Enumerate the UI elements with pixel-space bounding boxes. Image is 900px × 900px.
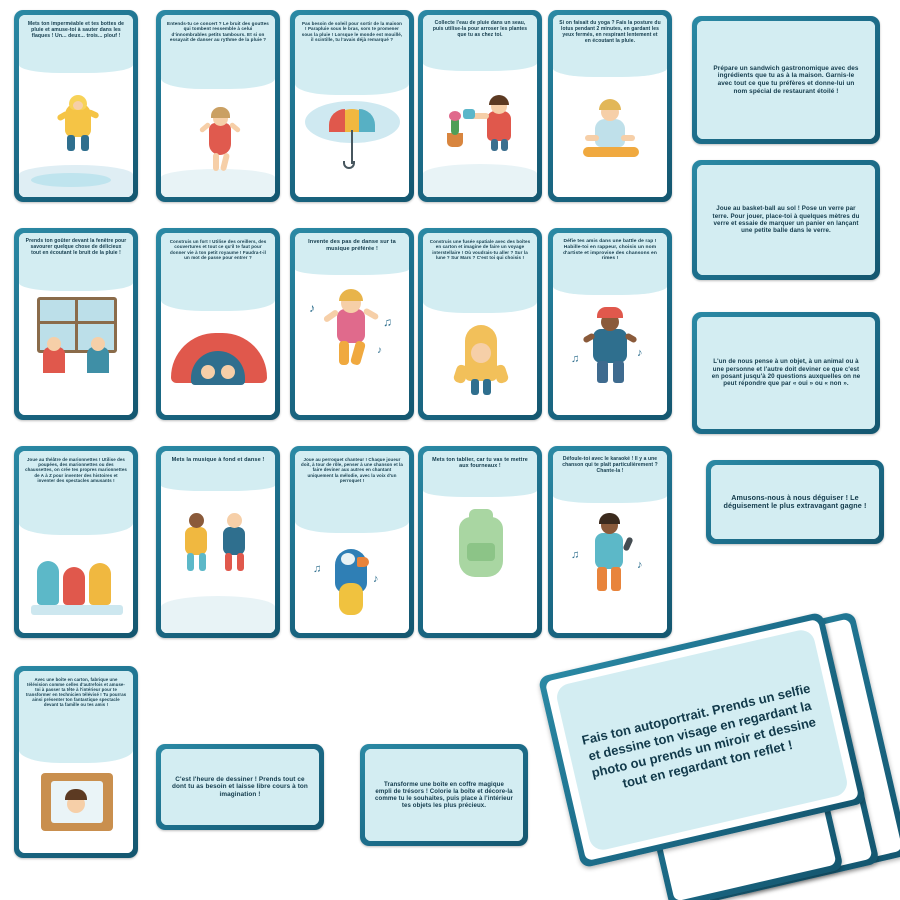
card-text: Mets ton imperméable et tes bottes de pluie et amuse-toi à sauter dans les flaques ! Un... deux... trois... plouf ! [19, 15, 133, 73]
card-inner [19, 671, 133, 853]
card-c13[interactable] [14, 446, 138, 638]
card-inner [697, 21, 875, 139]
card-c21[interactable] [156, 744, 324, 830]
card-inner [295, 451, 409, 633]
card-text: Joue au perroquet chanteur ! Chaque joueur doit, à tour de rôle, penser à une chanson et la faire deviner aux autres en chantant uniquement la mélodie, avec la voix d'un perroquet ! [295, 451, 409, 533]
card-inner [161, 15, 275, 197]
card-text: Transforme une boîte en coffre magique empli de trésors ! Colorie la boîte et décore-la comme tu le souhaites, puis place à l'intérieur tes objets les plus précieux. [365, 749, 523, 841]
card-text: Mets ton tablier, car tu vas te mettre aux fourneaux ! [423, 451, 537, 497]
card-c15[interactable] [290, 446, 414, 638]
card-c20[interactable] [14, 666, 138, 858]
card-inner [365, 749, 523, 841]
card-text: Entends-tu ce concert ? Le bruit des gouttes qui tombent ressemble à celui d'innombrables petits tambours. Et si on essayait de danser au rythme de la pluie ? [161, 15, 275, 89]
card-text: C'est l'heure de dessiner ! Prends tout ce dont tu as besoin et laisse libre cours à ton imagination ! [161, 749, 319, 825]
card-text: Construis un fort ! Utilise des oreillers, des couvertures et tout ce qu'il te faut pour donner vie à ton petit royaume ! Faudra-t-il un mot de passe pour entrer ? [161, 233, 275, 311]
card-illustration [423, 497, 537, 633]
card-inner [161, 749, 319, 825]
card-inner [423, 233, 537, 415]
card-c8[interactable] [156, 228, 280, 420]
card-illustration [19, 535, 133, 633]
card-illustration [423, 313, 537, 415]
card-text: Joue au théâtre de marionnettes ! Utilise des poupées, des marionnettes ou des chaussettes, on crée tes propres marionnettes de A à Z pour inventer des histoires et inventer des spectacles amusants ! [19, 451, 133, 535]
card-inner [553, 451, 667, 633]
card-illustration [553, 77, 667, 197]
card-text: Joue au basket-ball au sol ! Pose un verre par terre. Pour jouer, place-toi à quelques mètres du verre et essaie de marquer un panier en lançant une petite balle dans le verre. [697, 165, 875, 275]
card-c16[interactable] [418, 446, 542, 638]
card-text: Amusons-nous à nous déguiser ! Le déguisement le plus extravagant gagne ! [711, 465, 879, 539]
card-c17[interactable] [548, 446, 672, 638]
card-inner [161, 451, 275, 633]
card-inner [19, 451, 133, 633]
card-text: Invente des pas de danse sur ta musique préférée ! [295, 233, 409, 275]
card-c3[interactable] [290, 10, 414, 202]
stack-card-text: Fais ton autoportrait. Prends un selfie et dessine ton visage en regardant la photo ou prends un miroir et dessine tout en regardant ton reflet ! [555, 628, 850, 852]
card-c6[interactable] [692, 16, 880, 144]
card-inner [553, 15, 667, 197]
card-inner [19, 15, 133, 197]
card-inner [711, 465, 879, 539]
card-inner [553, 233, 667, 415]
card-text: Mets la musique à fond et danse ! [161, 451, 275, 491]
card-text: Si on faisait du yoga ? Fais la posture du lotus pendant 2 minutes, en gardant les yeux fermés, en respirant lentement et en écoutant la pluie. [553, 15, 667, 77]
card-inner [423, 15, 537, 197]
card-c11[interactable] [548, 228, 672, 420]
card-inner [697, 165, 875, 275]
card-text: Construis une fusée spatiale avec des boîtes en carton et imagine de faire un voyage interstellaire ! Où voudrais-tu aller ? Sur la lune ? Sur Mars ? C'est toi qui choisis ! [423, 233, 537, 313]
card-illustration: ♪ ♫ ♪ [295, 275, 409, 415]
card-text: Défoule-toi avec le karaoké ! Il y a une chanson qui te plaît particulièrement ? Chante-la ! [553, 451, 667, 503]
card-text: Collecte l'eau de pluie dans un seau, puis utilise-la pour arroser les plantes que tu as chez toi. [423, 15, 537, 71]
card-illustration: ♪ ♫ [295, 533, 409, 633]
card-c9[interactable] [290, 228, 414, 420]
card-inner [19, 233, 133, 415]
card-illustration [423, 71, 537, 197]
card-text: Défie tes amis dans une battle de rap ! Habille-toi en rappeur, choisis un nom d'artiste et improvise des chansons en rimes ! [553, 233, 667, 295]
card-illustration [161, 311, 275, 415]
card-illustration [19, 73, 133, 197]
card-illustration [161, 89, 275, 197]
card-c2[interactable] [156, 10, 280, 202]
card-inner [697, 317, 875, 429]
card-c7[interactable] [14, 228, 138, 420]
card-c19[interactable] [706, 460, 884, 544]
card-text: L'un de nous pense à un objet, à un animal ou à une personne et l'autre doit deviner ce que c'est en posant jusqu'à 20 questions auxquelles on ne peut répondre que par « oui » ou « non ». [697, 317, 875, 429]
card-inner [423, 451, 537, 633]
card-c10[interactable] [418, 228, 542, 420]
card-c4[interactable] [418, 10, 542, 202]
card-c12[interactable] [692, 160, 880, 280]
card-text: Avec une boîte en carton, fabrique une télévision comme celles d'autrefois et amuse-toi à passer ta tête à l'intérieur pour te transformer en technicien télévisé ! Tu pourras ainsi présenter ton fantastique spectacle devant ta famille ou tes amis ! [19, 671, 133, 763]
card-illustration [19, 763, 133, 853]
card-c5[interactable] [548, 10, 672, 202]
card-c22[interactable] [360, 744, 528, 846]
card-inner [161, 233, 275, 415]
card-illustration [295, 95, 409, 197]
card-inner [295, 233, 409, 415]
card-illustration [19, 291, 133, 415]
card-text: Prépare un sandwich gastronomique avec des ingrédients que tu as à la maison. Garnis-le avec tout ce que tu préfères et donne-lui un nom spécial de restaurant étoilé ! [697, 21, 875, 139]
card-c18[interactable] [692, 312, 880, 434]
card-text: Pas besoin de soleil pour sortir de la maison ! Parapluie sous le bras, sors te promener sous la pluie ! Lorsque le monde est mouillé, il scintille, tu l'avais déjà remarqué ? [295, 15, 409, 95]
card-c14[interactable] [156, 446, 280, 638]
card-illustration [161, 491, 275, 633]
card-inner [295, 15, 409, 197]
card-illustration: ♪ ♫ [553, 295, 667, 415]
card-illustration: ♪ ♫ [553, 503, 667, 633]
card-text: Prends ton goûter devant la fenêtre pour savourer quelque chose de délicieux tout en écoutant le bruit de la pluie ! [19, 233, 133, 291]
card-c1[interactable] [14, 10, 138, 202]
